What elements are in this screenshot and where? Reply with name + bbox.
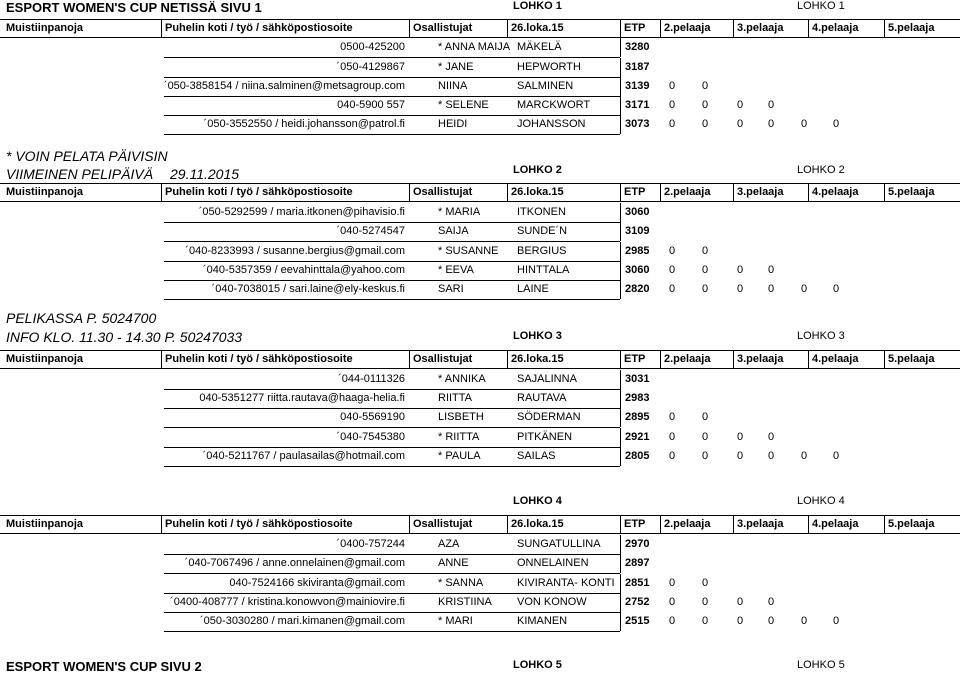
participant-last-name: JOHANSSON [517, 118, 586, 130]
header-divider [507, 19, 508, 37]
column-header: 3.pelaaja [737, 353, 784, 365]
column-header: 5.pelaaja [888, 353, 935, 365]
score-divider [620, 389, 621, 408]
etp-score: 2515 [625, 615, 650, 627]
participant-last-name: MÄKELÄ [517, 41, 562, 53]
header-divider [507, 515, 508, 533]
header-divider [161, 19, 162, 37]
contact-info: ´040-5274547 [336, 225, 405, 237]
group-label-right: LOHKO 4 [797, 495, 845, 507]
match-result-cell: 0 [801, 118, 808, 130]
etp-score: 2820 [625, 283, 650, 295]
header-divider [808, 183, 809, 201]
row-rule [164, 612, 620, 613]
row-rule [164, 115, 620, 116]
group-label: LOHKO 1 [513, 0, 562, 12]
row-rule [164, 427, 620, 428]
column-header: Muistiinpanoja [6, 186, 83, 198]
etp-score: 3060 [625, 264, 650, 276]
note-last-day-date: 29.11.2015 [170, 166, 240, 182]
participant-last-name: ITKONEN [517, 206, 566, 218]
contact-info: 040-7524166 skiviranta@gmail.com [229, 577, 405, 589]
match-result-cell: 0 [669, 118, 676, 130]
header-divider [507, 350, 508, 368]
participant-first-name: AZA [438, 538, 460, 550]
participant-last-name: SALMINEN [517, 80, 574, 92]
column-header: 5.pelaaja [888, 186, 935, 198]
match-result-cell: 0 [669, 283, 676, 295]
row-rule [164, 280, 620, 281]
match-result-cell: 0 [669, 596, 676, 608]
column-header: Puhelin koti / työ / sähköpostiosoite [165, 353, 353, 365]
footer-title: ESPORT WOMEN'S CUP SIVU 2 [6, 659, 202, 674]
contact-info: ´040-7067496 / anne.onnelainen@gmail.com [184, 557, 405, 569]
column-header: Osallistujat [413, 353, 473, 365]
contact-info: 040-5569190 [340, 411, 405, 423]
header-top-rule [0, 350, 960, 351]
match-result-cell: 0 [702, 118, 709, 130]
participant-last-name: BERGIUS [517, 245, 567, 257]
match-result-cell: 0 [702, 577, 709, 589]
row-rule [164, 299, 620, 300]
participant-first-name: * ANNA MAIJA [438, 41, 511, 53]
score-divider [620, 242, 621, 261]
participant-last-name: SAILAS [517, 450, 556, 462]
row-rule [164, 447, 620, 448]
score-divider [620, 115, 621, 134]
header-divider [884, 515, 885, 533]
match-result-cell: 0 [737, 99, 744, 111]
header-divider [409, 183, 410, 201]
header-divider [733, 350, 734, 368]
contact-info: ´0400-408777 / kristina.konowvon@mainiovire.fi [170, 596, 405, 608]
match-result-cell: 0 [702, 596, 709, 608]
header-divider [620, 515, 621, 533]
participant-first-name: * MARI [438, 615, 473, 627]
score-divider [620, 554, 621, 573]
match-result-cell: 0 [737, 264, 744, 276]
header-top-rule [0, 183, 960, 184]
group-label-right: LOHKO 3 [797, 330, 845, 342]
column-header: 26.loka.15 [511, 186, 564, 198]
row-rule [164, 593, 620, 594]
participant-first-name: * PAULA [438, 450, 481, 462]
match-result-cell: 0 [702, 450, 709, 462]
header-bottom-rule [0, 368, 960, 369]
participant-first-name: SAIJA [438, 225, 469, 237]
participant-last-name: PITKÄNEN [517, 431, 573, 443]
participant-first-name: * SANNA [438, 577, 484, 589]
participant-first-name: * ANNIKA [438, 373, 486, 385]
contact-info: ´040-7038015 / sari.laine@ely-keskus.fi [211, 283, 405, 295]
participant-first-name: * EEVA [438, 264, 474, 276]
column-header: Muistiinpanoja [6, 518, 83, 530]
etp-score: 2895 [625, 411, 650, 423]
etp-score: 3139 [625, 80, 650, 92]
participant-last-name: SUNDE´N [517, 225, 568, 237]
header-divider [161, 350, 162, 368]
participant-first-name: NIINA [438, 80, 468, 92]
score-divider [620, 574, 621, 593]
column-header: 3.pelaaja [737, 186, 784, 198]
group-label-right: LOHKO 1 [797, 0, 845, 12]
match-result-cell: 0 [768, 99, 775, 111]
participant-first-name: * SUSANNE [438, 245, 499, 257]
match-result-cell: 0 [669, 411, 676, 423]
score-divider [620, 58, 621, 77]
column-header: 2.pelaaja [664, 353, 711, 365]
group-label: LOHKO 5 [513, 659, 562, 671]
header-divider [161, 183, 162, 201]
participant-first-name: ANNE [438, 557, 469, 569]
column-header: 2.pelaaja [664, 518, 711, 530]
match-result-cell: 0 [702, 80, 709, 92]
header-bottom-rule [0, 533, 960, 534]
participant-last-name: VON KONOW [517, 596, 587, 608]
etp-score: 3109 [625, 225, 650, 237]
column-header: 26.loka.15 [511, 353, 564, 365]
score-divider [620, 96, 621, 115]
match-result-cell: 0 [702, 411, 709, 423]
match-result-cell: 0 [768, 615, 775, 627]
row-rule [164, 631, 620, 632]
match-result-cell: 0 [702, 283, 709, 295]
etp-score: 3060 [625, 206, 650, 218]
contact-info: ´050-3552550 / heidi.johansson@patrol.fi [203, 118, 405, 130]
match-result-cell: 0 [801, 615, 808, 627]
contact-info: ´050-4129867 [336, 61, 405, 73]
header-divider [409, 19, 410, 37]
etp-score: 2985 [625, 245, 650, 257]
contact-info: ´050-3858154 / niina.salminen@metsagroup.com [163, 80, 405, 92]
match-result-cell: 0 [702, 431, 709, 443]
column-header: ETP [624, 22, 646, 34]
participant-last-name: SAJALINNA [517, 373, 577, 385]
match-result-cell: 0 [737, 431, 744, 443]
row-rule [164, 408, 620, 409]
participant-first-name: LISBETH [438, 411, 484, 423]
score-divider [620, 222, 621, 241]
match-result-cell: 0 [768, 283, 775, 295]
header-divider [808, 350, 809, 368]
contact-info: 040-5900 557 [337, 99, 405, 111]
header-divider [409, 515, 410, 533]
header-top-rule [0, 515, 960, 516]
match-result-cell: 0 [768, 118, 775, 130]
etp-score: 2983 [625, 392, 650, 404]
participant-last-name: HEPWORTH [517, 61, 581, 73]
header-divider [409, 350, 410, 368]
etp-score: 2970 [625, 538, 650, 550]
column-header: 5.pelaaja [888, 518, 935, 530]
participant-last-name: MARCKWORT [517, 99, 591, 111]
row-rule [164, 241, 620, 242]
header-divider [733, 183, 734, 201]
column-header: 4.pelaaja [812, 186, 859, 198]
match-result-cell: 0 [768, 431, 775, 443]
score-divider [620, 593, 621, 612]
match-result-cell: 0 [702, 615, 709, 627]
header-divider [660, 515, 661, 533]
note-play-daytime: * VOIN PELATA PÄIVISIN [6, 148, 168, 164]
header-divider [507, 183, 508, 201]
column-header: Osallistujat [413, 518, 473, 530]
match-result-cell: 0 [669, 431, 676, 443]
column-header: 2.pelaaja [664, 186, 711, 198]
participant-first-name: HEIDI [438, 118, 468, 130]
header-divider [620, 350, 621, 368]
group-label: LOHKO 4 [513, 495, 562, 507]
note-last-day-label: VIIMEINEN PELIPÄIVÄ [6, 166, 154, 182]
contact-info: ´050-5292599 / maria.itkonen@pihavisio.fi [198, 206, 405, 218]
header-divider [733, 515, 734, 533]
match-result-cell: 0 [768, 450, 775, 462]
match-result-cell: 0 [669, 80, 676, 92]
header-bottom-rule [0, 37, 960, 38]
column-header: 5.pelaaja [888, 22, 935, 34]
column-header: Muistiinpanoja [6, 22, 83, 34]
match-result-cell: 0 [702, 99, 709, 111]
column-header: Puhelin koti / työ / sähköpostiosoite [165, 518, 353, 530]
column-header: ETP [624, 518, 646, 530]
score-divider [620, 447, 621, 466]
match-result-cell: 0 [702, 245, 709, 257]
participant-last-name: SUNGATULLINA [517, 538, 601, 550]
column-header: Puhelin koti / työ / sähköpostiosoite [165, 22, 353, 34]
match-result-cell: 0 [801, 450, 808, 462]
header-divider [884, 183, 885, 201]
row-rule [164, 134, 620, 135]
participant-first-name: * SELENE [438, 99, 489, 111]
score-divider [620, 535, 621, 554]
match-result-cell: 0 [669, 450, 676, 462]
header-divider [660, 19, 661, 37]
match-result-cell: 0 [737, 596, 744, 608]
column-header: Muistiinpanoja [6, 353, 83, 365]
match-result-cell: 0 [833, 450, 840, 462]
column-header: 26.loka.15 [511, 518, 564, 530]
column-header: Osallistujat [413, 22, 473, 34]
contact-info: ´040-5211767 / paulasailas@hotmail.com [202, 450, 405, 462]
column-header: 2.pelaaja [664, 22, 711, 34]
group-label: LOHKO 3 [513, 330, 562, 342]
etp-score: 3073 [625, 118, 650, 130]
header-divider [620, 19, 621, 37]
row-rule [164, 77, 620, 78]
header-divider [884, 350, 885, 368]
match-result-cell: 0 [669, 577, 676, 589]
column-header: 4.pelaaja [812, 22, 859, 34]
participant-first-name: KRISTIINA [438, 596, 492, 608]
match-result-cell: 0 [768, 264, 775, 276]
contact-info: ´040-7545380 [336, 431, 405, 443]
contact-info: 040-5351277 riitta.rautava@haaga-helia.fi [199, 392, 405, 404]
row-rule [164, 261, 620, 262]
score-divider [620, 280, 621, 299]
column-header: 4.pelaaja [812, 518, 859, 530]
participant-first-name: RIITTA [438, 392, 473, 404]
match-result-cell: 0 [737, 118, 744, 130]
score-divider [620, 261, 621, 280]
participant-last-name: KIMANEN [517, 615, 568, 627]
score-divider [620, 408, 621, 427]
etp-score: 3171 [625, 99, 650, 111]
header-divider [884, 19, 885, 37]
participant-last-name: LAINE [517, 283, 549, 295]
match-result-cell: 0 [737, 283, 744, 295]
participant-first-name: * RIITTA [438, 431, 480, 443]
row-rule [164, 96, 620, 97]
group-label-right: LOHKO 2 [797, 164, 845, 176]
match-result-cell: 0 [669, 245, 676, 257]
note-pelikassa: PELIKASSA P. 5024700 [6, 310, 157, 326]
etp-score: 3031 [625, 373, 650, 385]
column-header: Puhelin koti / työ / sähköpostiosoite [165, 186, 353, 198]
row-rule [164, 57, 620, 58]
match-result-cell: 0 [669, 99, 676, 111]
header-divider [660, 183, 661, 201]
match-result-cell: 0 [768, 596, 775, 608]
contact-info: ´044-0111326 [338, 373, 405, 385]
score-divider [620, 370, 621, 389]
etp-score: 2752 [625, 596, 650, 608]
row-rule [164, 554, 620, 555]
participant-last-name: RAUTAVA [517, 392, 567, 404]
row-rule [164, 222, 620, 223]
header-divider [808, 19, 809, 37]
score-divider [620, 612, 621, 631]
row-rule [164, 389, 620, 390]
column-header: ETP [624, 353, 646, 365]
etp-score: 2851 [625, 577, 650, 589]
etp-score: 3280 [625, 41, 650, 53]
score-divider [620, 203, 621, 222]
participant-last-name: SÖDERMAN [517, 411, 581, 423]
header-top-rule [0, 19, 960, 20]
row-rule [164, 466, 620, 467]
match-result-cell: 0 [801, 283, 808, 295]
etp-score: 3187 [625, 61, 650, 73]
match-result-cell: 0 [833, 615, 840, 627]
group-label: LOHKO 2 [513, 164, 562, 176]
etp-score: 2897 [625, 557, 650, 569]
match-result-cell: 0 [669, 264, 676, 276]
header-bottom-rule [0, 201, 960, 202]
contact-info: ´040-5357359 / eevahinttala@yahoo.com [203, 264, 405, 276]
column-header: 3.pelaaja [737, 22, 784, 34]
header-divider [660, 350, 661, 368]
row-rule [164, 573, 620, 574]
contact-info: ´050-3030280 / mari.kimanen@gmail.com [200, 615, 405, 627]
etp-score: 2805 [625, 450, 650, 462]
participant-last-name: KIVIRANTA- KONTI [517, 577, 615, 589]
score-divider [620, 38, 621, 57]
contact-info: ´0400-757244 [336, 538, 405, 550]
header-divider [808, 515, 809, 533]
match-result-cell: 0 [833, 283, 840, 295]
match-result-cell: 0 [833, 118, 840, 130]
match-result-cell: 0 [702, 264, 709, 276]
score-divider [620, 77, 621, 96]
header-divider [733, 19, 734, 37]
etp-score: 2921 [625, 431, 650, 443]
column-header: 4.pelaaja [812, 353, 859, 365]
page-title: ESPORT WOMEN'S CUP NETISSÄ SIVU 1 [6, 0, 262, 15]
column-header: 26.loka.15 [511, 22, 564, 34]
score-divider [620, 428, 621, 447]
match-result-cell: 0 [737, 615, 744, 627]
participant-last-name: ONNELAINEN [517, 557, 589, 569]
match-result-cell: 0 [669, 615, 676, 627]
match-result-cell: 0 [737, 450, 744, 462]
participant-first-name: * JANE [438, 61, 474, 73]
column-header: ETP [624, 186, 646, 198]
column-header: 3.pelaaja [737, 518, 784, 530]
participant-first-name: * MARIA [438, 206, 481, 218]
participant-last-name: HINTTALA [517, 264, 570, 276]
header-divider [620, 183, 621, 201]
note-info: INFO KLO. 11.30 - 14.30 P. 50247033 [6, 329, 243, 345]
participant-first-name: SARI [438, 283, 464, 295]
header-divider [161, 515, 162, 533]
contact-info: 0500-425200 [340, 41, 405, 53]
contact-info: ´040-8233993 / susanne.bergius@gmail.com [185, 245, 405, 257]
group-label-right: LOHKO 5 [797, 659, 845, 671]
column-header: Osallistujat [413, 186, 473, 198]
